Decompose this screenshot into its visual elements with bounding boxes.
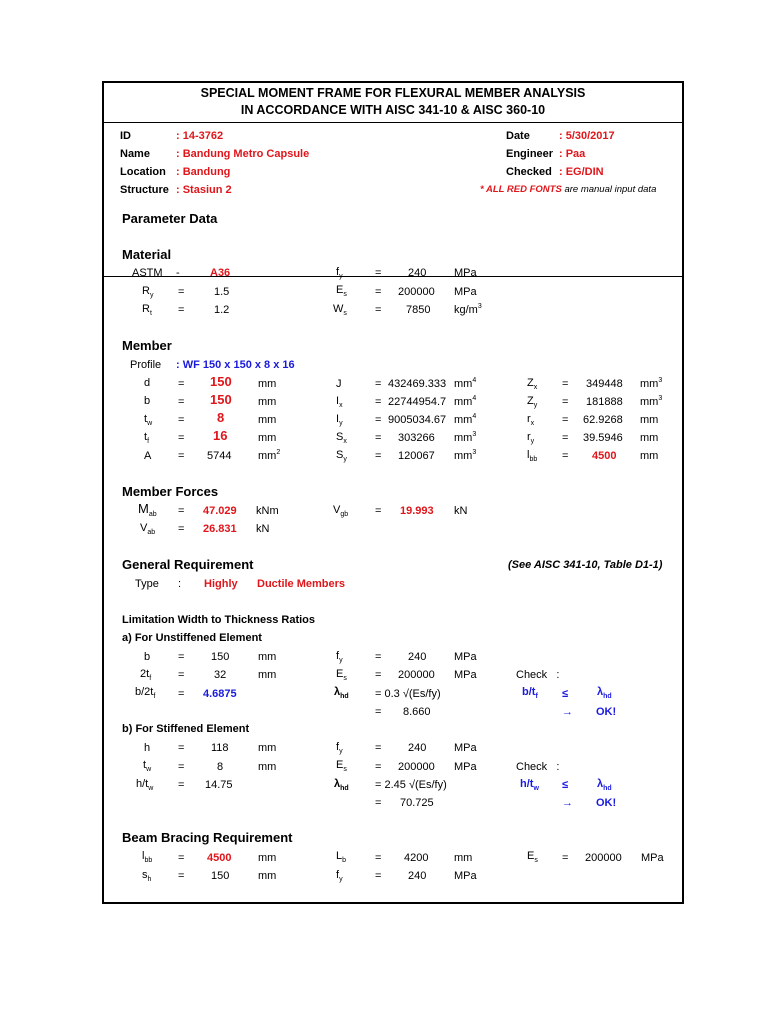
ues-symbol: $E_s$ <box>336 668 347 682</box>
mm3-unit: $mm^3$ <box>454 449 477 462</box>
fy-symbol: $f_y$ <box>336 266 343 280</box>
bfy-value: 240 <box>408 870 427 882</box>
ulambda-value: 8.660 <box>403 706 431 718</box>
ses-value: 200000 <box>398 761 435 773</box>
arrow-symbol: → <box>562 797 573 809</box>
eq: = <box>178 505 185 517</box>
name-value: : Bandung Metro Capsule <box>176 148 310 160</box>
fy-unit: MPa <box>454 267 477 279</box>
ry-radius-symbol: $r_y$ <box>527 431 535 445</box>
mpa-unit: MPa <box>641 852 664 864</box>
eq: = <box>178 378 185 390</box>
mab-unit: kNm <box>256 505 279 517</box>
lb-symbol: $L_b$ <box>336 850 347 864</box>
mm3-unit: $mm^3$ <box>640 395 663 408</box>
eq: = <box>178 523 185 535</box>
eq: = <box>375 414 382 426</box>
ix-value: 22744954.7 <box>388 396 447 408</box>
engineer-label: Engineer <box>506 148 554 160</box>
eq: = <box>375 378 382 390</box>
ub-symbol: b <box>144 651 151 663</box>
eq: = <box>375 669 382 681</box>
eq: = <box>375 396 382 408</box>
mm4-unit: $mm^4$ <box>454 377 477 390</box>
lte-symbol: ≤ <box>562 779 569 791</box>
sy-symbol: $S_y$ <box>336 449 347 463</box>
eq: = <box>178 304 185 316</box>
eq: = <box>178 688 185 700</box>
heading-bracing: Beam Bracing Requirement <box>122 830 293 845</box>
heading-stiffened: b) For Stiffened Element <box>122 723 250 735</box>
eq: = <box>178 870 185 882</box>
ues-value: 200000 <box>398 669 435 681</box>
h-tw-symbol: $h/t_w$ <box>136 778 154 792</box>
tw-value: 8 <box>217 410 225 425</box>
rx-value: 62.9268 <box>583 414 623 426</box>
ucheck-label: Check : <box>516 669 560 681</box>
eq: = <box>178 414 185 426</box>
b-value: 150 <box>210 392 232 407</box>
h-value: 118 <box>211 742 229 754</box>
mm-unit: mm <box>258 651 277 663</box>
eq: = <box>375 450 382 462</box>
a-symbol: A <box>144 450 152 462</box>
vab-symbol: $V_{ab}$ <box>140 522 156 536</box>
iy-value: 9005034.67 <box>388 414 447 426</box>
eq: = <box>562 396 569 408</box>
mm-unit: mm <box>258 742 277 754</box>
slambda-hd-limit: $\lambda_{hd}$ <box>597 778 612 792</box>
ufy-symbol: $f_y$ <box>336 650 343 664</box>
eq: = <box>178 852 185 864</box>
mm-unit: mm <box>258 761 277 773</box>
general-reference: (See AISC 341-10, Table D1-1) <box>508 559 663 571</box>
mm-unit: mm <box>258 414 277 426</box>
mpa-unit: MPa <box>454 742 477 754</box>
mab-symbol: $M_{ab}$ <box>138 501 157 518</box>
zx-value: 349448 <box>586 378 623 390</box>
mm4-unit: $mm^4$ <box>454 395 477 408</box>
h-tw-value: 14.75 <box>205 779 233 791</box>
blbb-value: 4500 <box>207 852 232 864</box>
arrow-symbol: → <box>562 706 573 718</box>
sfy-value: 240 <box>408 742 427 754</box>
es-value: 200000 <box>398 286 435 298</box>
slambda-formula: = 2.45 √(Es/fy) <box>375 779 447 791</box>
mm2-unit: $mm^2$ <box>258 449 281 462</box>
ses-symbol: $E_s$ <box>336 759 347 773</box>
mm-unit: mm <box>258 669 277 681</box>
d-value: 150 <box>210 374 232 389</box>
mab-value: 47.029 <box>203 505 237 517</box>
mm-unit: mm <box>258 852 277 864</box>
blbb-symbol: $l_{bb}$ <box>142 850 153 864</box>
eq: = <box>375 797 382 809</box>
date-label: Date <box>506 130 530 142</box>
vab-value: 26.831 <box>203 523 237 535</box>
date-value: : 5/30/2017 <box>559 130 615 142</box>
scheck-label: Check : <box>516 761 560 773</box>
heading-member: Member <box>122 338 172 353</box>
checked-value: : EG/DIN <box>559 166 604 178</box>
mm-unit: mm <box>258 378 277 390</box>
heading-limitation: Limitation Width to Thickness Ratios <box>122 614 316 626</box>
id-label: ID <box>120 130 131 142</box>
mpa-unit: MPa <box>454 870 477 882</box>
es-symbol: $E_s$ <box>336 284 347 298</box>
title-line-2: IN ACCORDANCE WITH AISC 341-10 & AISC 360-10 <box>240 103 546 117</box>
mpa-unit: MPa <box>454 761 477 773</box>
slambda-hd-symbol: $\lambda_{hd}$ <box>334 778 349 792</box>
mm-unit: mm <box>258 432 277 444</box>
eq: = <box>562 432 569 444</box>
b-tf-symbol: $b/t_f$ <box>522 686 538 700</box>
es-unit: MPa <box>454 286 477 298</box>
eq: = <box>375 852 382 864</box>
h-symbol: h <box>144 742 151 754</box>
stw-value: 8 <box>217 761 224 773</box>
ry-radius-value: 39.5946 <box>583 432 623 444</box>
id-value: : 14-3762 <box>176 130 224 142</box>
two-tf-symbol: $2t_f$ <box>140 668 152 682</box>
bfy-symbol: $f_y$ <box>336 869 343 883</box>
lb-value: 4200 <box>404 852 429 864</box>
heading-forces: Member Forces <box>122 484 219 499</box>
eq: = <box>375 304 382 316</box>
eq: = <box>178 450 185 462</box>
eq: = <box>178 396 185 408</box>
ulambda-formula: = 0.3 √(Es/fy) <box>375 688 441 700</box>
rt-symbol: $R_t$ <box>142 303 152 317</box>
ws-symbol: $W_s$ <box>333 303 347 317</box>
eq: = <box>562 414 569 426</box>
structure-value: : Stasiun 2 <box>176 184 232 196</box>
location-value: : Bandung <box>176 166 231 178</box>
sfy-symbol: $f_y$ <box>336 741 343 755</box>
bes-value: 200000 <box>585 852 622 864</box>
lbb-value: 4500 <box>592 450 617 462</box>
vgb-value: 19.993 <box>400 505 434 517</box>
ry-value: 1.5 <box>214 286 230 298</box>
fy-value: 240 <box>408 267 427 279</box>
tf-value: 16 <box>213 428 228 443</box>
ws-unit: $kg/m^3$ <box>454 303 482 316</box>
b-symbol: b <box>144 395 151 407</box>
slambda-value: 70.725 <box>400 797 434 809</box>
project-info <box>104 123 682 280</box>
tf-symbol: $t_f$ <box>144 431 150 445</box>
ix-symbol: $I_x$ <box>336 395 343 409</box>
mm-unit: mm <box>258 396 277 408</box>
title-line-1: SPECIAL MOMENT FRAME FOR FLEXURAL MEMBER ANALYSIS <box>200 86 586 100</box>
location-label: Location <box>120 166 166 178</box>
eq: = <box>178 651 185 663</box>
a-value: 5744 <box>207 450 232 462</box>
mm-unit: mm <box>454 852 473 864</box>
ws-value: 7850 <box>406 304 431 316</box>
eq: = <box>562 378 569 390</box>
lte-symbol: ≤ <box>562 688 569 700</box>
sx-symbol: $S_x$ <box>336 431 347 445</box>
scheck-result: OK! <box>596 797 617 809</box>
vab-unit: kN <box>256 523 270 535</box>
eq: = <box>375 505 382 517</box>
eq: = <box>375 432 382 444</box>
j-value: 432469.333 <box>388 378 447 390</box>
j-symbol: J <box>336 378 342 390</box>
b-2tf-value: 4.6875 <box>203 688 237 700</box>
eq: = <box>178 742 185 754</box>
checked-label: Checked <box>506 166 552 178</box>
eq: = <box>375 870 382 882</box>
zy-symbol: $Z_y$ <box>527 395 538 409</box>
heading-material: Material <box>122 247 172 262</box>
rx-symbol: $r_x$ <box>527 413 535 427</box>
h-tw-check-symbol: $h/t_w$ <box>520 778 539 792</box>
structure-label: Structure <box>120 184 169 196</box>
astm-label: ASTM <box>132 267 163 279</box>
mm-unit: mm <box>640 414 659 426</box>
ry-symbol: $R_y$ <box>142 285 154 299</box>
eq: = <box>375 761 382 773</box>
eq: = <box>178 669 185 681</box>
vgb-symbol: $V_{gb}$ <box>333 504 349 518</box>
heading-unstiffened: a) For Unstiffened Element <box>122 632 262 644</box>
lambda-hd-symbol: $\lambda_{hd}$ <box>334 686 349 700</box>
rt-value: 1.2 <box>214 304 230 316</box>
sheet-header <box>104 83 682 123</box>
engineer-value: : Paa <box>559 148 586 160</box>
input-note: * ALL RED FONTS are manual input data <box>480 184 657 195</box>
eq: = <box>375 651 382 663</box>
mm-unit: mm <box>640 450 659 462</box>
eq: = <box>178 432 185 444</box>
eq: = <box>562 450 569 462</box>
mm4-unit: $mm^4$ <box>454 413 477 426</box>
profile-value: : WF 150 x 150 x 8 x 16 <box>176 359 295 371</box>
eq: = <box>178 286 185 298</box>
vgb-unit: kN <box>454 505 468 517</box>
eq: = <box>375 742 382 754</box>
two-tf-value: 32 <box>214 669 227 681</box>
sy-value: 120067 <box>398 450 435 462</box>
eq: = <box>375 706 382 718</box>
d-symbol: d <box>144 377 151 389</box>
stw-symbol: $t_w$ <box>143 759 152 773</box>
eq: = <box>375 286 382 298</box>
type-value-2: Ductile Members <box>257 578 346 590</box>
ufy-value: 240 <box>408 651 427 663</box>
mm3-unit: $mm^3$ <box>640 377 663 390</box>
mm3-unit: $mm^3$ <box>454 431 477 444</box>
mm-unit: mm <box>258 870 277 882</box>
eq: = <box>562 852 569 864</box>
zx-symbol: $Z_x$ <box>527 377 538 391</box>
sh-value: 150 <box>211 870 230 882</box>
ucheck-result: OK! <box>596 706 617 718</box>
bes-symbol: $E_s$ <box>527 850 538 864</box>
eq: = <box>178 761 185 773</box>
astm-dash: - <box>176 267 180 279</box>
mpa-unit: MPa <box>454 669 477 681</box>
type-label: Type <box>135 578 159 590</box>
heading-parameter: Parameter Data <box>122 211 218 226</box>
iy-symbol: $I_y$ <box>336 413 343 427</box>
name-label: Name <box>120 148 150 160</box>
tw-symbol: $t_w$ <box>144 413 153 427</box>
astm-value: A36 <box>210 267 231 279</box>
type-value-1: Highly <box>204 578 238 590</box>
ub-value: 150 <box>211 651 230 663</box>
mm-unit: mm <box>640 432 659 444</box>
eq: = <box>178 779 185 791</box>
mpa-unit: MPa <box>454 651 477 663</box>
sx-value: 303266 <box>398 432 435 444</box>
lbb-symbol: $l_{bb}$ <box>527 449 538 463</box>
heading-general: General Requirement <box>122 557 254 572</box>
profile-label: Profile <box>130 359 162 371</box>
sh-symbol: $s_h$ <box>142 869 152 883</box>
type-colon: : <box>178 578 182 590</box>
lambda-hd-limit: $\lambda_{hd}$ <box>597 686 612 700</box>
zy-value: 181888 <box>586 396 623 408</box>
eq: = <box>375 267 382 279</box>
b-2tf-symbol: $b/2t_f$ <box>135 686 156 700</box>
